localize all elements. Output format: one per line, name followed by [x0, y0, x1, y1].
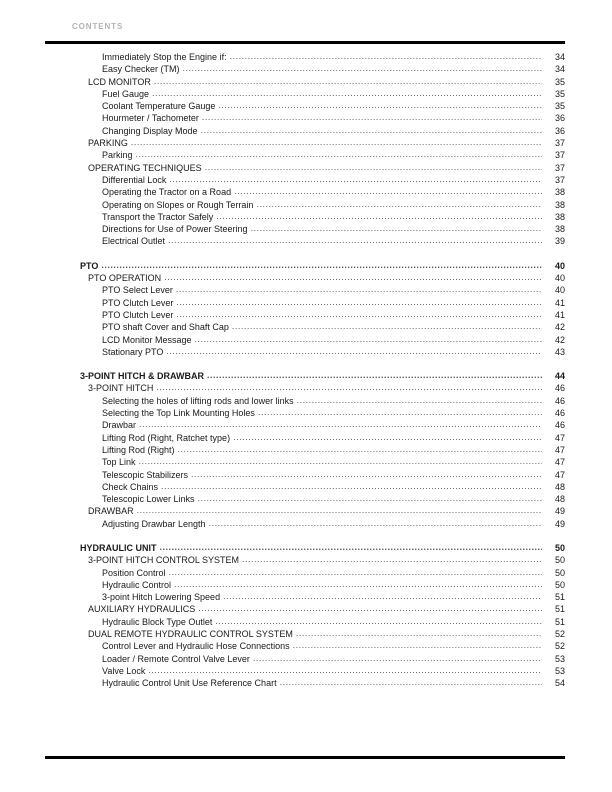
toc-entry-page-number: 42	[554, 334, 565, 345]
toc-entry-label: Hourmeter / Tachometer	[102, 113, 199, 124]
toc-entry-label: Hydraulic Block Type Outlet	[102, 616, 213, 627]
toc-entry-page-number: 47	[554, 444, 565, 455]
dot-leader	[258, 407, 542, 417]
toc-entry-page-number: 48	[554, 494, 565, 505]
toc-entry-label: Directions for Use of Power Steering	[102, 224, 248, 235]
toc-entry-page-number: 38	[554, 187, 565, 198]
toc-entry-page-number: 35	[554, 88, 565, 99]
dot-leader	[152, 88, 542, 98]
toc-entry-label: PTO Clutch Lever	[102, 297, 174, 308]
dot-leader	[183, 63, 542, 73]
dot-leader	[232, 321, 542, 331]
toc-entry[interactable]	[45, 347, 565, 359]
dot-leader	[164, 272, 542, 282]
toc-entry-label: Lifting Rod (Right)	[102, 444, 175, 455]
dot-leader	[139, 456, 542, 466]
toc-entry-label: Drawbar	[102, 420, 137, 431]
dot-leader	[131, 137, 542, 147]
dot-leader	[161, 481, 542, 491]
toc-entry-page-number: 35	[554, 76, 565, 87]
dot-leader	[168, 235, 542, 245]
toc-entry-label: 3-POINT HITCH	[88, 383, 154, 394]
dot-leader	[101, 260, 542, 270]
toc-entry-page-number: 48	[554, 481, 565, 492]
dot-leader	[169, 174, 542, 184]
toc-entry-page-number: 46	[554, 395, 565, 406]
toc-entry[interactable]	[45, 236, 565, 248]
toc-entry-page-number: 49	[554, 518, 565, 529]
dot-leader	[296, 628, 542, 638]
dot-leader	[209, 518, 542, 528]
toc-entry-page-number: 40	[554, 260, 565, 271]
dot-leader	[169, 567, 542, 577]
toc-entry-label: Operating the Tractor on a Road	[102, 187, 232, 198]
toc-entry-page-number: 47	[554, 457, 565, 468]
dot-leader	[174, 579, 542, 589]
dot-leader	[205, 162, 542, 172]
toc-entry-label: OPERATING TECHNIQUES	[88, 162, 202, 173]
toc-entry-label: Lifting Rod (Right, Ratchet type)	[102, 432, 231, 443]
toc-entry-label: 3-POINT HITCH & DRAWBAR	[80, 371, 204, 382]
toc-entry-label: PTO OPERATION	[88, 273, 162, 284]
toc-entry-label: DRAWBAR	[88, 506, 134, 517]
toc-entry-page-number: 53	[554, 665, 565, 676]
toc-entry-page-number: 37	[554, 174, 565, 185]
dot-leader	[191, 469, 542, 479]
toc-entry-page-number: 51	[554, 616, 565, 627]
toc-entry-label: DUAL REMOTE HYDRAULIC CONTROL SYSTEM	[88, 629, 293, 640]
toc-entry-label: Control Lever and Hydraulic Hose Connections	[102, 641, 290, 652]
toc-entry-page-number: 34	[554, 52, 565, 62]
dot-leader	[218, 100, 542, 110]
toc-entry-page-number: 51	[554, 592, 565, 603]
dot-leader	[256, 199, 542, 209]
running-header: CONTENTS	[72, 22, 124, 31]
dot-leader	[156, 382, 542, 392]
toc-entry-label: Selecting the Top Link Mounting Holes	[102, 408, 255, 419]
toc-entry-label: Stationary PTO	[102, 346, 164, 357]
dot-leader	[215, 616, 542, 626]
toc-entry-label: Position Control	[102, 567, 166, 578]
dot-leader	[178, 444, 542, 454]
dot-leader	[176, 284, 542, 294]
toc-entry-page-number: 38	[554, 224, 565, 235]
dot-leader	[154, 76, 542, 86]
toc-entry-page-number: 37	[554, 138, 565, 149]
dot-leader	[233, 432, 542, 442]
toc-entry-label: Hydraulic Control Unit Use Reference Chart	[102, 678, 277, 689]
toc-entry-label: Valve Lock	[102, 665, 146, 676]
dot-leader	[293, 640, 542, 650]
toc-entry-label: HYDRAULIC UNIT	[80, 542, 157, 553]
toc-entry-label: PTO Select Lever	[102, 285, 173, 296]
toc-entry-label: Coolant Temperature Gauge	[102, 101, 216, 112]
toc-entry-label: Operating on Slopes or Rough Terrain	[102, 199, 254, 210]
toc-entry-page-number: 50	[554, 579, 565, 590]
toc-entry-page-number: 47	[554, 432, 565, 443]
toc-entry-label: LCD MONITOR	[88, 76, 151, 87]
dot-leader	[139, 419, 542, 429]
dot-leader	[198, 493, 542, 503]
toc-entry-label: Easy Checker (TM)	[102, 64, 180, 75]
toc-entry-label: PTO shaft Cover and Shaft Cap	[102, 322, 229, 333]
toc-entry-label: Loader / Remote Control Valve Lever	[102, 653, 250, 664]
toc-entry-page-number: 38	[554, 199, 565, 210]
toc-entry-label: 3-POINT HITCH CONTROL SYSTEM	[88, 555, 240, 566]
toc-entry-page-number: 40	[554, 285, 565, 296]
toc-entry-label: Electrical Outlet	[102, 236, 166, 247]
toc-entry-page-number: 42	[554, 322, 565, 333]
toc-entry-label: Selecting the holes of lifting rods and lower links	[102, 395, 294, 406]
toc-entry-page-number: 44	[554, 371, 565, 382]
toc-entry-label: PTO	[80, 260, 99, 271]
dot-leader	[207, 370, 542, 380]
toc-entry-page-number: 52	[554, 629, 565, 640]
toc-entry-label: Changing Display Mode	[102, 125, 198, 136]
toc-entry-page-number: 51	[554, 604, 565, 615]
toc-entry-page-number: 41	[554, 309, 565, 320]
toc-entry-page-number: 37	[554, 150, 565, 161]
toc-entry-page-number: 46	[554, 383, 565, 394]
dot-leader	[176, 309, 542, 319]
toc-entry-label: PARKING	[88, 138, 128, 149]
dot-leader	[148, 665, 542, 675]
toc-entry-label: Fuel Gauge	[102, 88, 150, 99]
toc-entry-label: Parking	[102, 150, 133, 161]
toc-entry-label: Transport the Tractor Safely	[102, 211, 214, 222]
dot-leader	[216, 211, 542, 221]
dot-leader	[297, 395, 542, 405]
toc-entry-label: PTO Clutch Lever	[102, 309, 174, 320]
toc-entry[interactable]	[45, 519, 565, 531]
dot-leader	[160, 542, 543, 552]
dot-leader	[137, 505, 542, 515]
toc-entry-label: Immediately Stop the Engine if:	[102, 52, 227, 62]
toc-entry-page-number: 46	[554, 420, 565, 431]
dot-leader	[280, 677, 542, 687]
dot-leader	[176, 297, 542, 307]
toc-entry-label: LCD Monitor Message	[102, 334, 192, 345]
dot-leader	[201, 125, 542, 135]
toc-entry-page-number: 34	[554, 64, 565, 75]
toc-entry-page-number: 50	[554, 567, 565, 578]
toc-entry-page-number: 38	[554, 211, 565, 222]
toc-entry-page-number: 46	[554, 408, 565, 419]
dot-leader	[198, 603, 542, 613]
dot-leader	[223, 591, 542, 601]
toc-entry-label: Check Chains	[102, 481, 159, 492]
toc-entry-label: Differential Lock	[102, 174, 167, 185]
dot-leader	[166, 346, 542, 356]
toc-entry-page-number: 50	[554, 542, 565, 553]
dot-leader	[136, 149, 542, 159]
dot-leader	[202, 112, 542, 122]
toc-entry-page-number: 53	[554, 653, 565, 664]
toc-entry-label: Adjusting Drawbar Length	[102, 518, 206, 529]
toc-entry-page-number: 35	[554, 101, 565, 112]
toc-entry-page-number: 41	[554, 297, 565, 308]
toc-entry-label: Top Link	[102, 457, 136, 468]
dot-leader	[230, 51, 542, 61]
toc-entry-label: 3-point Hitch Lowering Speed	[102, 592, 221, 603]
toc-entry-page-number: 54	[554, 678, 565, 689]
footer-rule	[45, 756, 565, 759]
dot-leader	[251, 223, 542, 233]
toc-entry-page-number: 36	[554, 125, 565, 136]
toc-entry-label: Telescopic Stabilizers	[102, 469, 189, 480]
dot-leader	[242, 554, 542, 564]
toc-entry-page-number: 36	[554, 113, 565, 124]
toc-entry-page-number: 47	[554, 469, 565, 480]
toc-entry-label: Telescopic Lower Links	[102, 494, 195, 505]
dot-leader	[195, 334, 542, 344]
table-of-contents	[45, 52, 565, 691]
header-rule	[45, 41, 565, 44]
toc-entry-page-number: 49	[554, 506, 565, 517]
toc-entry-page-number: 37	[554, 162, 565, 173]
toc-entry-page-number: 39	[554, 236, 565, 247]
dot-leader	[234, 186, 542, 196]
dot-leader	[253, 653, 542, 663]
toc-entry-page-number: 50	[554, 555, 565, 566]
toc-entry-label: Hydraulic Control	[102, 579, 172, 590]
toc-entry-page-number: 40	[554, 273, 565, 284]
toc-entry-page-number: 52	[554, 641, 565, 652]
toc-entry-label: AUXILIARY HYDRAULICS	[88, 604, 196, 615]
toc-entry[interactable]	[45, 678, 565, 690]
toc-entry-page-number: 43	[554, 346, 565, 357]
